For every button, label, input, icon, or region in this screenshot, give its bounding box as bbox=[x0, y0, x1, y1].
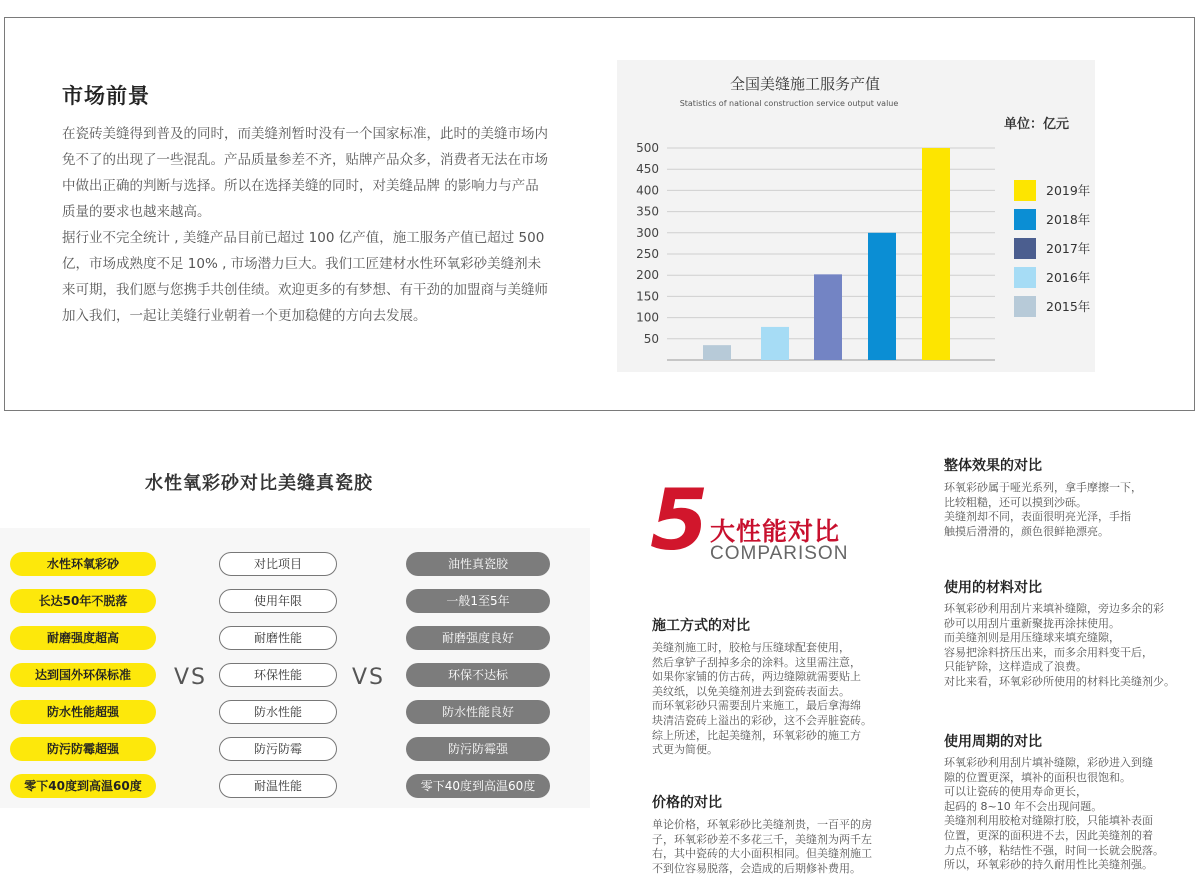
text-line: 起码的 8~10 年不会出现问题。 bbox=[944, 799, 1103, 813]
text-line: 环氧彩砂属于哑光系列，拿手摩擦一下， bbox=[944, 481, 1142, 494]
text-line: 如果你家铺的仿古砖，两边缝隙就需要贴上 bbox=[652, 670, 861, 684]
bar-2016年 bbox=[761, 327, 789, 360]
advantage-pill: 水性环氧彩砂 bbox=[10, 552, 156, 576]
y-tick-label: 100 bbox=[636, 310, 659, 325]
chart-subtitle: Statistics of national construction service output value bbox=[679, 99, 899, 108]
five-title: 大性能对比 bbox=[710, 517, 841, 546]
compare-item-pill: 耐温性能 bbox=[219, 774, 337, 798]
section-heading: 价格的对比 bbox=[652, 795, 722, 811]
text-line: 综上所述，比起美缝剂，环氧彩砂的施工方 bbox=[652, 728, 861, 742]
text-line: 触摸后滑滑的，颜色很鲜艳漂亮。 bbox=[944, 524, 1109, 538]
competitor-pill: 防污防霉强 bbox=[406, 737, 550, 761]
legend-label: 2015年 bbox=[1046, 299, 1091, 314]
text-line: 美缝剂却不同，表面很明亮光泽，手指 bbox=[944, 510, 1131, 524]
compare-item-pill: 对比项目 bbox=[219, 552, 337, 576]
y-tick-label: 250 bbox=[636, 247, 659, 261]
y-tick-label: 50 bbox=[643, 331, 659, 346]
text-line: 力点不够，粘结性不强，时间一长就会脱落。 bbox=[944, 843, 1164, 857]
five-subtitle: COMPARISON bbox=[710, 543, 849, 564]
compare-item-pill: 防污防霉 bbox=[219, 737, 337, 761]
bar-2015年 bbox=[703, 345, 731, 360]
competitor-pill: 零下40度到高温60度 bbox=[406, 774, 550, 798]
text-line: 环氧彩砂利用刮片来填补缝隙，旁边多余的彩 bbox=[944, 602, 1164, 615]
competitor-pill: 一般1至5年 bbox=[406, 589, 550, 613]
y-tick-label: 400 bbox=[636, 183, 659, 198]
text-line: 块清洁瓷砖上溢出的彩砂，这不会弄脏瓷砖。 bbox=[652, 713, 872, 727]
section-heading: 使用周期的对比 bbox=[944, 734, 1042, 750]
text-line: 所以，环氧彩砂的持久耐用性比美缝剂强。 bbox=[944, 858, 1153, 872]
advantage-pill: 防水性能超强 bbox=[10, 700, 156, 724]
market-paragraph: 据行业不完全统计 , 美缝产品目前已超过 100 亿产值，施工服务产值已超过 500 亿，市场成熟度不足 10% , 市场潜力巨大。我们工匠建材水性环氧彩砂美缝剂未来可期，我们愿与您携手共创佳绩。欢迎更多的有梦想、有干劲的加盟商与美缝师加入我们，一起让美缝行业朝着一个更加稳健的方向去发展。 bbox=[62, 230, 548, 324]
advantage-pill: 达到国外环保标准 bbox=[10, 663, 156, 687]
vs-label: VS bbox=[174, 665, 208, 690]
competitor-pill: 防水性能良好 bbox=[406, 700, 550, 724]
advantage-pill: 零下40度到高温60度 bbox=[10, 774, 156, 798]
text-line: 美缝剂施工时，胶枪与压缝球配套使用， bbox=[652, 641, 850, 654]
text-line: 隙的位置更深，填补的面积也很饱和。 bbox=[944, 770, 1131, 784]
legend-swatch bbox=[1014, 180, 1036, 201]
y-tick-label: 200 bbox=[636, 268, 659, 283]
advantage-pill: 耐磨强度超高 bbox=[10, 626, 156, 650]
legend-label: 2017年 bbox=[1046, 241, 1091, 256]
y-tick-label: 350 bbox=[636, 204, 659, 219]
market-body bbox=[62, 121, 550, 329]
market-title: 市场前景 bbox=[62, 84, 150, 108]
chart-title: 全国美缝施工服务产值 bbox=[729, 75, 881, 93]
compare-item-pill: 耐磨性能 bbox=[219, 626, 337, 650]
comparison-table bbox=[0, 528, 590, 808]
text-line: 子，环氧彩砂差不多花三千，美缝剂为两千左 bbox=[652, 832, 872, 846]
text-line: 可以让瓷砖的使用寿命更长， bbox=[944, 785, 1087, 799]
text-line: 美缝剂利用胶枪对缝隙打胶，只能填补表面 bbox=[944, 814, 1153, 828]
text-line: 美纹纸，以免美缝剂进去到瓷砖表面去。 bbox=[652, 684, 850, 698]
bar-2018年 bbox=[868, 233, 896, 360]
legend-label: 2019年 bbox=[1046, 183, 1091, 198]
chart-svg bbox=[617, 60, 1095, 372]
output-value-chart bbox=[617, 60, 1095, 372]
market-paragraph: 在瓷砖美缝得到普及的同时，而美缝剂暂时没有一个国家标准，此时的美缝市场内免不了的出现了一些混乱。产品质量参差不齐，贴牌产品众多，消费者无法在市场中做出正确的判断与选择。所以在选择美缝的同时，对美缝品牌 的影响力与产品质量的要求也越来越高。 bbox=[62, 126, 548, 220]
y-tick-label: 150 bbox=[636, 289, 659, 304]
section-heading: 整体效果的对比 bbox=[944, 458, 1042, 474]
text-line: 对比来看，环氧彩砂所使用的材料比美缝剂少。 bbox=[944, 674, 1175, 688]
legend-swatch bbox=[1014, 238, 1036, 259]
text-line: 单论价格，环氧彩砂比美缝剂贵，一百平的房 bbox=[652, 818, 872, 831]
advantage-pill: 长达50年不脱落 bbox=[10, 589, 156, 613]
text-line: 右，其中瓷砖的大小面积相同。但美缝剂施工 bbox=[652, 847, 872, 861]
legend-swatch bbox=[1014, 209, 1036, 230]
chart-unit-label: 单位：亿元 bbox=[1004, 117, 1070, 132]
compare-item-pill: 防水性能 bbox=[219, 700, 337, 724]
competitor-pill: 油性真瓷胶 bbox=[406, 552, 550, 576]
advantage-pill: 防污防霉超强 bbox=[10, 737, 156, 761]
bar-2017年 bbox=[814, 274, 842, 360]
text-line: 不到位容易脱落，会造成的后期修补费用。 bbox=[652, 861, 861, 875]
text-line: 式更为简便。 bbox=[652, 743, 718, 757]
text-line: 而环氧彩砂只需要刮片来施工，最后拿海绵 bbox=[652, 699, 861, 713]
section-text bbox=[652, 818, 912, 876]
section-text bbox=[652, 641, 912, 758]
text-line: 而美缝剂则是用压缝球来填充缝隙， bbox=[944, 631, 1120, 645]
legend-swatch bbox=[1014, 296, 1036, 317]
compare-item-pill: 使用年限 bbox=[219, 589, 337, 613]
section-text bbox=[944, 602, 1194, 690]
competitor-pill: 耐磨强度良好 bbox=[406, 626, 550, 650]
text-line: 然后拿铲子刮掉多余的涂料。这里需注意， bbox=[652, 655, 861, 669]
legend-label: 2018年 bbox=[1046, 212, 1091, 227]
section-text bbox=[944, 481, 1194, 539]
section-heading: 施工方式的对比 bbox=[652, 618, 750, 634]
y-tick-label: 450 bbox=[636, 162, 659, 177]
bar-2019年 bbox=[922, 148, 950, 360]
legend-label: 2016年 bbox=[1046, 270, 1091, 285]
vs-label: VS bbox=[352, 665, 386, 690]
competitor-pill: 环保不达标 bbox=[406, 663, 550, 687]
compare-item-pill: 环保性能 bbox=[219, 663, 337, 687]
section-text bbox=[944, 756, 1194, 873]
section-heading: 使用的材料对比 bbox=[944, 580, 1042, 596]
y-tick-label: 500 bbox=[636, 141, 659, 155]
five-number: 5 bbox=[650, 471, 709, 569]
text-line: 容易把涂料挤压出来，而多余用料变干后， bbox=[944, 645, 1153, 659]
legend-swatch bbox=[1014, 267, 1036, 288]
text-line: 位置，更深的面积进不去，因此美缝剂的着 bbox=[944, 828, 1153, 842]
text-line: 比较粗糙，还可以摸到沙砾。 bbox=[944, 495, 1087, 509]
text-line: 环氧彩砂利用刮片填补缝隙，彩砂进入到缝 bbox=[944, 756, 1153, 769]
text-line: 砂可以用刮片重新聚拢再涂抹使用。 bbox=[944, 616, 1120, 630]
text-line: 只能铲除，这样造成了浪费。 bbox=[944, 660, 1087, 674]
comparison-title: 水性氧彩砂对比美缝真瓷胶 bbox=[145, 473, 373, 494]
y-tick-label: 300 bbox=[636, 225, 659, 240]
